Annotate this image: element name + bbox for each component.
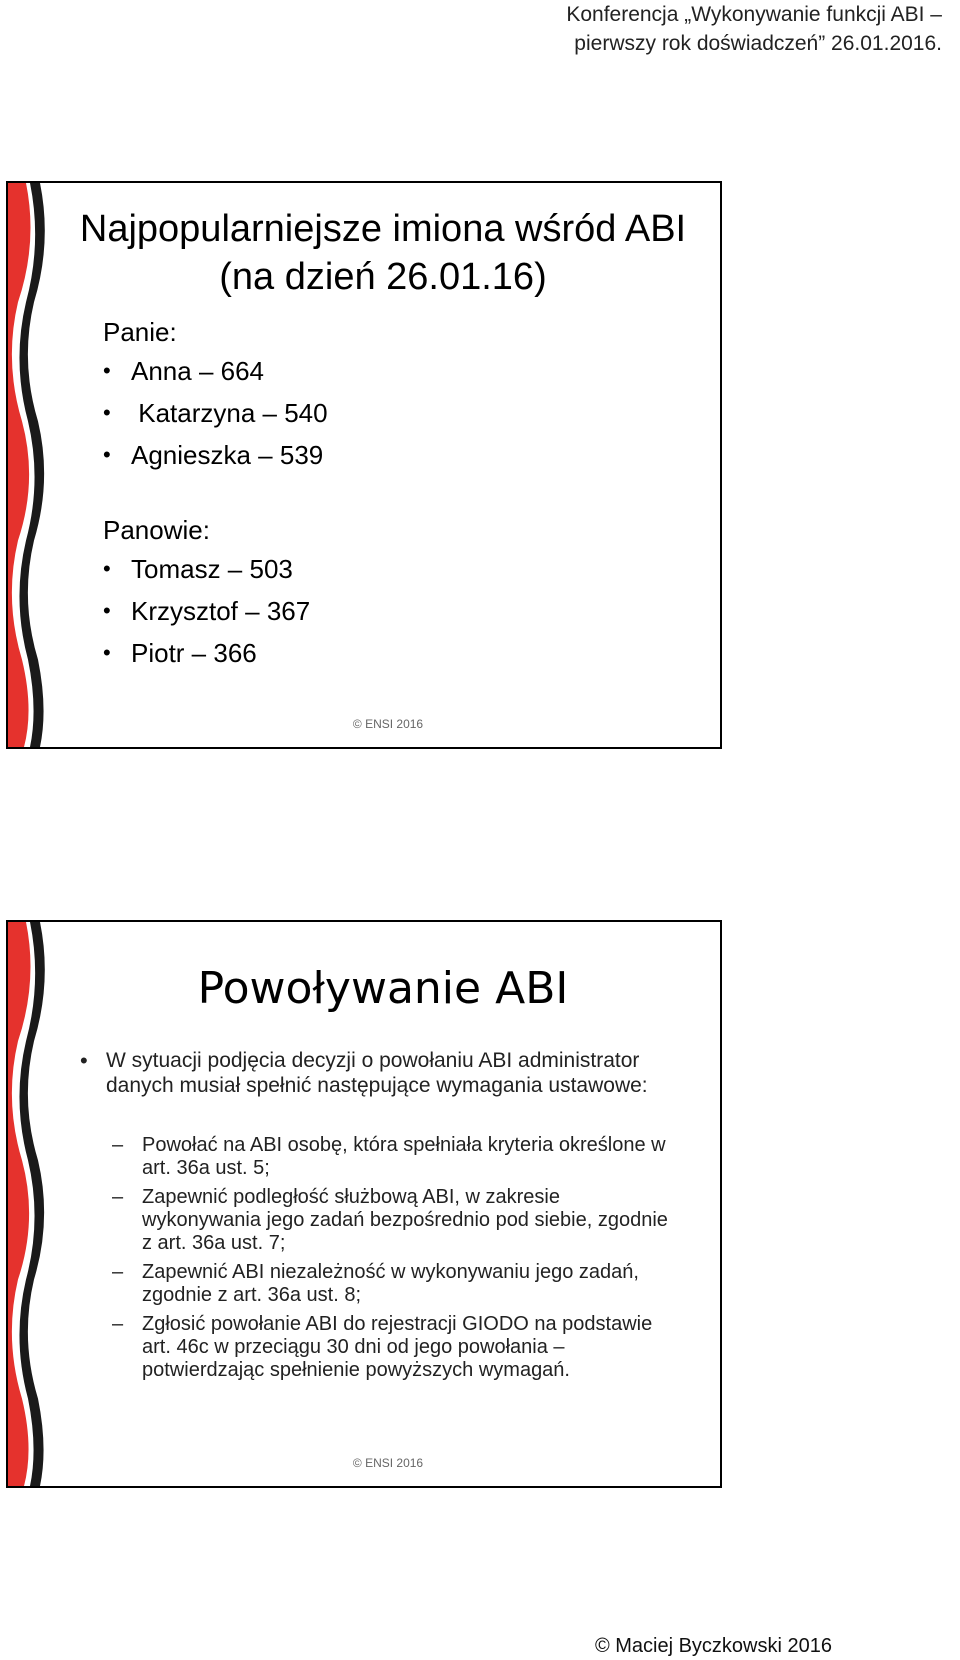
slide-title — [56, 205, 710, 301]
men-label: Panowie: — [103, 515, 210, 545]
list-item — [112, 1134, 680, 1180]
list-item — [103, 350, 328, 392]
header-line-2: pierwszy rok doświadczeń” 26.01.2016. — [574, 32, 942, 55]
header-line-1: Konferencja „Wykonywanie funkcji ABI – — [566, 3, 942, 26]
bullet-icon: • — [80, 1048, 88, 1073]
title-line-2: (na dzień 26.01.16) — [219, 256, 547, 298]
list-item — [103, 434, 328, 476]
bullet-icon: • — [103, 556, 111, 581]
list-item — [103, 392, 328, 434]
list-item — [103, 632, 310, 674]
name-entry: Piotr – 366 — [131, 638, 257, 668]
name-entry: Krzysztof – 367 — [131, 596, 311, 626]
copyright: © Maciej Byczkowski 2016 — [594, 1635, 832, 1657]
dash-icon: – — [112, 1261, 124, 1283]
list-item — [103, 590, 310, 632]
list-item — [103, 548, 310, 590]
requirement-text: Zapewnić ABI niezależność w wykonywaniu jego zadań, zgodnie z art. 36a ust. 8; — [142, 1261, 639, 1306]
title-line-1: Najpopularniejsze imiona wśród ABI — [79, 208, 687, 250]
decorative-stripes-icon — [8, 183, 58, 747]
requirements-list — [112, 1134, 680, 1388]
bullet-icon: • — [103, 358, 111, 383]
slide-appointing-abi — [6, 920, 722, 1488]
name-entry: Agnieszka – 539 — [131, 440, 324, 470]
decorative-stripes-icon — [8, 922, 58, 1486]
women-list — [103, 350, 328, 476]
requirement-text: Powołać na ABI osobę, która spełniała kryteria określone w art. 36a ust. 5; — [142, 1134, 666, 1179]
list-item — [112, 1261, 680, 1307]
bullet-icon: • — [103, 400, 111, 425]
bullet-icon: • — [103, 598, 111, 623]
dash-icon: – — [112, 1134, 124, 1156]
name-entry: Tomasz – 503 — [131, 554, 293, 584]
name-entry: Katarzyna – 540 — [131, 398, 328, 428]
requirement-text: Zgłosić powołanie ABI do rejestracji GIODO na podstawie art. 46c w przeciągu 30 dni od jego powołania – potwierdzając spełnienie powyższych wymagań. — [142, 1313, 653, 1381]
dash-icon: – — [112, 1313, 124, 1335]
slide-footer: © ENSI 2016 — [352, 1456, 424, 1470]
main-point-text: W sytuacji podjęcia decyzji o powołaniu ABI administrator danych musiał spełnić następujące wymagania ustawowe: — [106, 1049, 648, 1097]
slide-footer: © ENSI 2016 — [352, 717, 424, 731]
bullet-icon: • — [103, 442, 111, 467]
slide-title: Powoływanie ABI — [197, 963, 569, 1014]
bullet-icon: • — [103, 640, 111, 665]
dash-icon: – — [112, 1186, 124, 1208]
list-item — [112, 1186, 680, 1255]
name-entry: Anna – 664 — [131, 356, 265, 386]
main-point — [80, 1048, 690, 1098]
women-label: Panie: — [103, 317, 177, 347]
slide-popular-names — [6, 181, 722, 749]
requirement-text: Zapewnić podległość służbową ABI, w zakresie wykonywania jego zadań bezpośrednio pod siebie, zgodnie z art. 36a ust. 7; — [142, 1186, 668, 1254]
list-item — [112, 1313, 680, 1382]
page-header — [422, 0, 942, 58]
men-list — [103, 548, 310, 674]
